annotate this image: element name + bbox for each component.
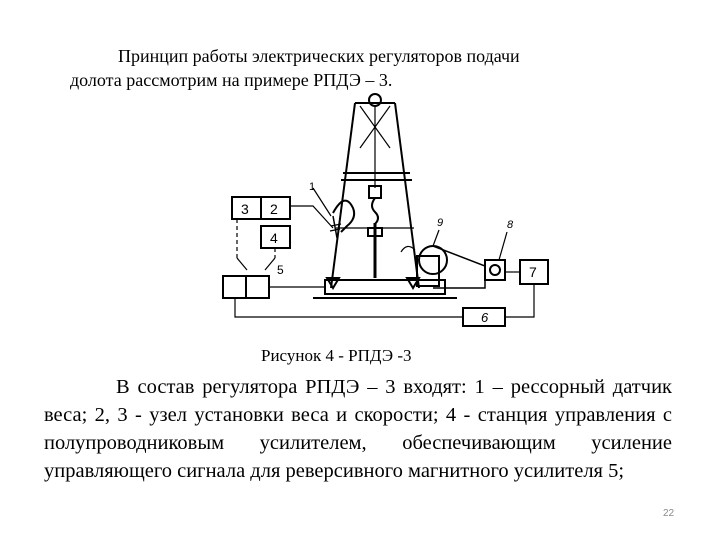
page-number: 22: [663, 508, 675, 519]
body-text: В состав регулятора РПДЭ – 3 входят: 1 – рессорный датчик веса; 2, 3 - узел установки веса и скорости; 4 - станция управления с полупроводниковым усилителем, обеспечивающим усиление управляющего сигнала для реверсивного магнитного усилителя 5;: [44, 376, 672, 482]
label-5: 5: [277, 263, 284, 277]
label-3: 3: [241, 201, 249, 217]
label-9: 9: [437, 217, 444, 229]
label-2: 2: [270, 201, 278, 217]
label-8: 8: [507, 219, 514, 231]
intro-line-2: долота рассмотрим на примере РПДЭ – 3.: [70, 70, 393, 90]
crown-block: [369, 94, 381, 106]
figure-rpde3: [205, 88, 565, 338]
label-1: 1: [309, 181, 316, 193]
figure-caption: Рисунок 4 - РПДЭ -3: [261, 346, 412, 365]
body-paragraph: [44, 373, 672, 485]
label-6: 6: [481, 310, 489, 325]
rig-diagram: [205, 88, 565, 338]
label-7: 7: [529, 264, 537, 280]
derrick-right-leg: [395, 103, 419, 288]
motor-8: [485, 260, 505, 280]
weight-sensor: [333, 201, 354, 232]
intro-line-1: Принцип работы электрических регуляторов подачи: [118, 46, 520, 66]
derrick-left-leg: [331, 103, 355, 288]
hook: [372, 198, 378, 224]
label-4: 4: [270, 230, 278, 246]
intro-paragraph: [70, 44, 640, 92]
